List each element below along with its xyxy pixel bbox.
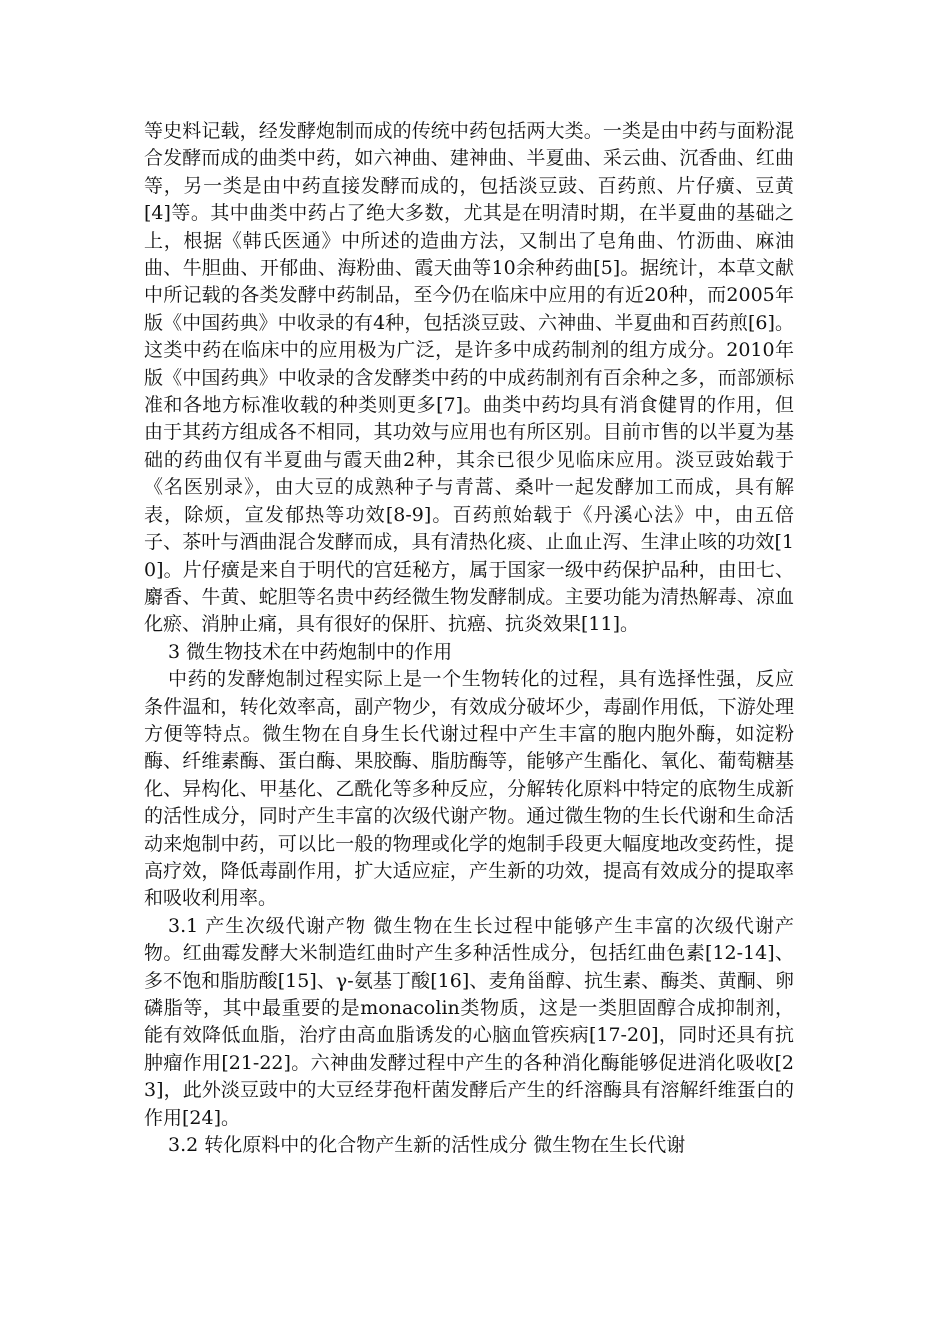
body-paragraph-3-2-new-components: 3.2 转化原料中的化合物产生新的活性成分 微生物在生长代谢	[168, 1134, 686, 1157]
section-heading-3: 3 微生物技术在中药炮制中的作用	[168, 640, 453, 663]
document-page	[144, 118, 794, 1159]
body-paragraph-fermentation-process: 中药的发酵炮制过程实际上是一个生物转化的过程，具有选择性强，反应条件温和，转化效率高，副产物少，有效成分破坏少，毒副作用低，下游处理方便等特点。微生物在自身生长代谢过程中产生丰富的胞内胞外酶，如淀粉酶、纤维素酶、蛋白酶、果胶酶、脂肪酶等，能够产生酯化、氧化、葡萄糖基化、异构化、甲基化、乙酰化等多种反应，分解转化原料中特定的底物生成新的活性成分，同时产生丰富的次级代谢产物。通过微生物的生长代谢和生命活动来炮制中药，可以比一般的物理或化学的炮制手段更大幅度地改变药性，提高疗效，降低毒副作用，扩大适应症，产生新的功效，提高有效成分的提取率和吸收利用率。	[144, 668, 794, 910]
body-paragraph-fermented-medicines: 等史料记载，经发酵炮制而成的传统中药包括两大类。一类是由中药与面粉混合发酵而成的曲类中药，如六神曲、建神曲、半夏曲、采云曲、沉香曲、红曲等，另一类是由中药直接发酵而成的，包括淡豆豉、百药煎、片仔癀、豆黄[4]等。其中曲类中药占了绝大多数，尤其是在明清时期，在半夏曲的基础之上，根据《韩氏医通》中所述的造曲方法，又制出了皂角曲、竹沥曲、麻油曲、牛胆曲、开郁曲、海粉曲、霞天曲等10余种药曲[5]。据统计，本草文献中所记载的各类发酵中药制品，至今仍在临床中应用的有近20种，而2005年版《中国药典》中收录的有4种，包括淡豆豉、六神曲、半夏曲和百药煎[6]。这类中药在临床中的应用极为广泛，是许多中成药制剂的组方成分。2010年版《中国药典》中收录的含发酵类中药的中成药制剂有百余种之多，而部颁标准和各地方标准收载的种类则更多[7]。曲类中药均具有消食健胃的作用，但由于其药方组成各不相同，其功效与应用也有所区别。目前市售的以半夏为基础的药曲仅有半夏曲与霞天曲2种，其余已很少见临床应用。淡豆豉始载于《名医别录》，由大豆的成熟种子与青蒿、桑叶一起发酵加工而成，具有解表，除烦，宣发郁热等功效[8-9]。百药煎始载于《丹溪心法》中，由五倍子、茶叶与酒曲混合发酵而成，具有清热化痰、止血止泻、生津止咳的功效[10]。片仔癀是来自于明代的宫廷秘方，属于国家一级中药保护品种，由田七、麝香、牛黄、蛇胆等名贵中药经微生物发酵制成。主要功能为清热解毒、凉血化瘀、消肿止痛，具有很好的保肝、抗癌、抗炎效果[11]。	[144, 120, 794, 636]
body-paragraph-3-1-secondary-metabolites: 3.1 产生次级代谢产物 微生物在生长过程中能够产生丰富的次级代谢产物。红曲霉发酵大米制造红曲时产生多种活性成分，包括红曲色素[12-14]、多不饱和脂肪酸[15]、γ-氨基丁酸[16]、麦角甾醇、抗生素、酶类、黄酮、卵磷脂等，其中最重要的是monacolin类物质，这是一类胆固醇合成抑制剂，能有效降低血脂，治疗由高血脂诱发的心脑血管疾病[17-20]，同时还具有抗肿瘤作用[21-22]。六神曲发酵过程中产生的各种消化酶能够促进消化吸收[23]，此外淡豆豉中的大豆经芽孢杆菌发酵后产生的纤溶酶具有溶解纤维蛋白的作用[24]。	[144, 914, 794, 1129]
